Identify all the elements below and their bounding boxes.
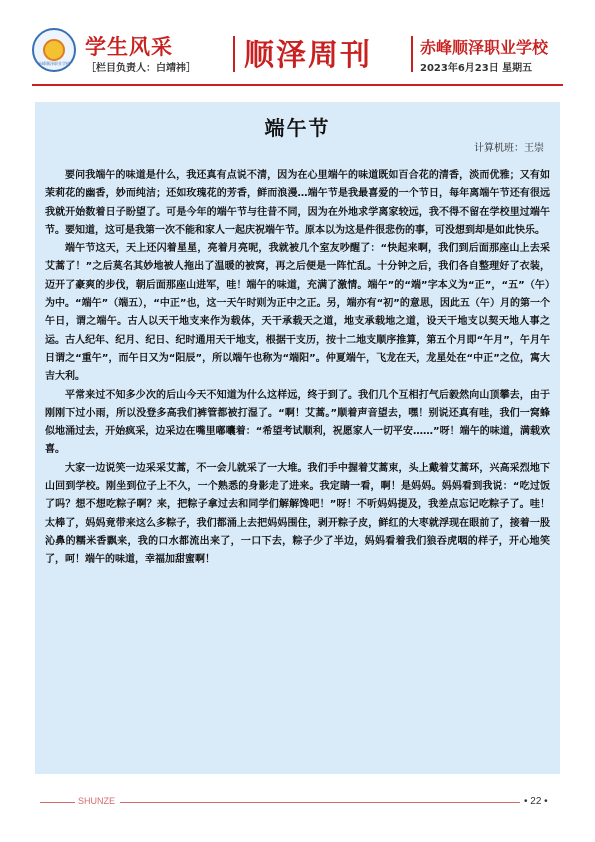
issue-date: 2023年6月23日 星期五 [420,63,533,74]
journal-name: 顺泽周刊 [244,38,372,73]
logo-text: 赤峰顺泽职业学校 [38,61,70,66]
header-divider [411,36,413,72]
article-paragraph: 平常来过不知多少次的后山今天不知道为什么这样远，终于到了。我们几个互相打气后毅然向山顶攀去，由于刚刚下过小雨，所以没登多高我们裤管都被打湿了。“啊！艾蒿。”顺着声音望去，嘿！别说还真有哇，我们一窝蜂似地涌过去，开始疯采，边采边在嘴里嘟囔着：“希望考试顺利，祝愿家人一切平安……”呀！端午的味道，满载欢喜。 [45,389,550,456]
school-name: 赤峰顺泽职业学校 [420,38,549,57]
section-title: 学生风采 [85,35,173,59]
article-paragraph: 端午节这天，天上还闪着星星，亮着月亮呢，我就被几个室友吵醒了：“快起来啊，我们到后面那座山上去采艾蒿了！”之后莫名其妙地被人拖出了温暖的被窝，再之后便是一阵忙乱。十分钟之后，我们各自整理好了衣装，迈开了豪爽的步伐，朝后面那座山进军，哇！端午的味道，充满了激情。端午”的“端”字本义为“正”，“五”（午）为中。“端午”（端五），“中正”也，这一天午时则为正中之正。另，端亦有“初”的意思，因此五（午）月的第一个午日，谓之端午。古人以天干地支来作为载体，天干承载天之道，地支承载地之道，设天干地支以契天地人事之运。古人纪年、纪月、纪日、纪时通用天干地支，根据干支历，按十二地支顺序推算，第五个月即“午月”，午月午日谓之“重午”，而午日又为“阳辰”，所以端午也称为“端阳”。仲夏端午，飞龙在天，龙星处在“中正”之位，寓大吉大利。 [45,243,550,383]
footer-label: SHUNZE [78,796,116,806]
article-title: 端午节 [264,116,331,140]
page-header [0,0,595,90]
school-logo [32,28,76,72]
logo-emblem-icon [43,39,65,61]
footer-rule [40,802,75,803]
article-paragraph: 大家一边说笑一边采采艾蒿，不一会儿就采了一大堆。我们手中握着艾蒿束，头上戴着艾蒿环，兴高采烈地下山回到学校。刚坐到位子上不久，一个熟悉的身影走了进来。我定睛一看，啊！是妈妈。妈妈看到我说：“吃过饭了吗？想不想吃粽子啊？来，把粽子拿过去和同学们解解馋吧！”呀！不听妈妈提及，我差点忘记吃粽子了。哇！太棒了，妈妈竟带来这么多粽子，我们都涌上去把妈妈围住，剥开粽子皮，鲜红的大枣就浮现在眼前了，接着一股沁鼻的糯米香飘来，我的口水都流出来了，一口下去，粽子少了半边，妈妈看着我们狼吞虎咽的样子，开心地笑了，呵！端午的味道，幸福加甜蜜啊！ [45,462,550,566]
article-body [45,167,550,570]
article-author: 计算机班：王崇 [474,143,544,154]
footer-rule [120,802,520,803]
header-divider [233,36,235,72]
header-rule [32,84,563,86]
article-paragraph: 要问我端午的味道是什么，我还真有点说不清，因为在心里端午的味道既如百合花的清香，淡而优雅；又有如茉莉花的幽香，妙而纯洁；还如玫瑰花的芳香，鲜而浪漫…端午节是我最喜爱的一个节日，每年离端午节还有很远我就开始数着日子盼望了。可是今年的端午节与往昔不同，因为在外地求学离家较远，我不得不留在学校里过端午节。要知道，这可是我第一次不能和家人一起庆祝端午节。原本以为这是件很悲伤的事，可没想到却是如此快乐。 [45,170,550,236]
column-editor: ［栏目负责人：白靖祎］ [86,63,196,74]
article-panel [35,102,560,774]
page-number: • 22 • [524,796,548,807]
